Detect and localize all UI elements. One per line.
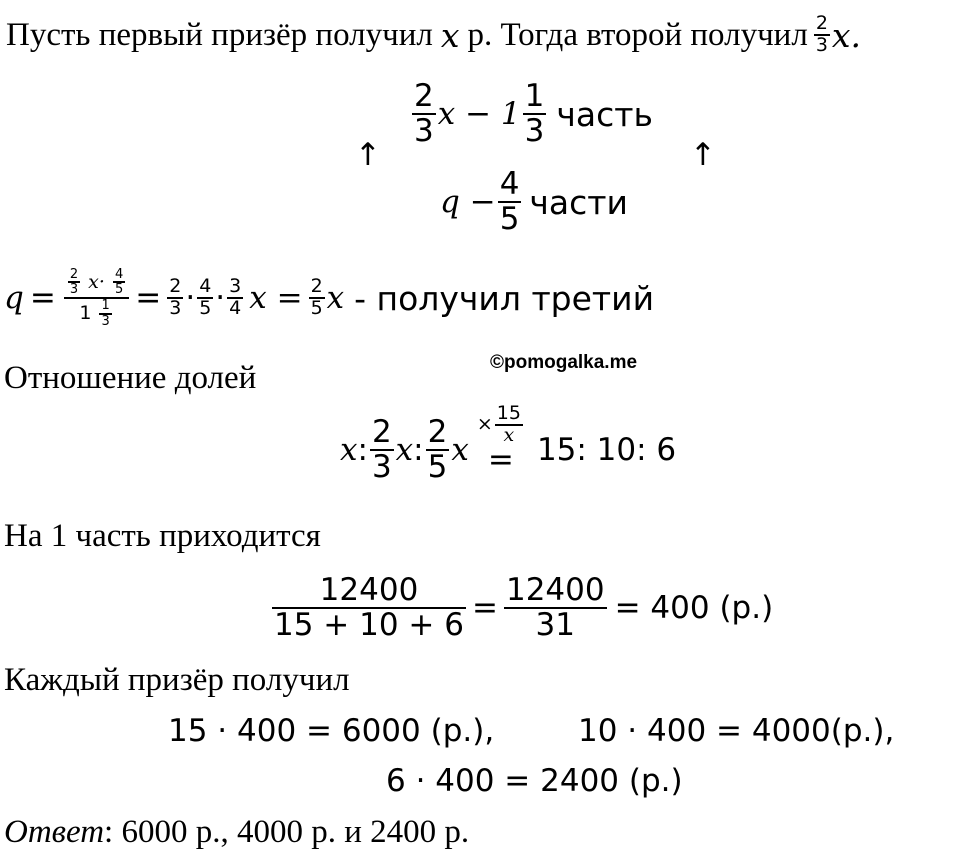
q-num-frac-b-num: 4 bbox=[114, 266, 124, 282]
q-f4-num: 2 bbox=[310, 275, 323, 298]
ratio-heading: Отношение долей bbox=[4, 360, 257, 396]
ratio-result: 15: 10: 6 bbox=[536, 431, 677, 468]
part-eq: = bbox=[471, 589, 498, 626]
scheme-top-frac-den: 3 bbox=[414, 113, 434, 149]
q-dot-1: · bbox=[185, 279, 196, 316]
intro-line bbox=[6, 10, 861, 60]
q-f1-den: 3 bbox=[169, 297, 182, 319]
q-big-fraction bbox=[64, 268, 129, 329]
q-big-denominator bbox=[77, 299, 115, 328]
q-eq-2: = bbox=[135, 279, 162, 316]
q-f4 bbox=[309, 277, 325, 319]
q-f1 bbox=[167, 277, 183, 319]
ratio-multiplier-num: 15 bbox=[496, 401, 521, 424]
q-den-frac-den: 3 bbox=[101, 313, 110, 329]
q-f3-den: 4 bbox=[229, 297, 242, 319]
q-num-x: x· bbox=[88, 270, 105, 293]
scheme-bot-frac-den: 5 bbox=[499, 201, 520, 237]
times-icon: × bbox=[476, 413, 493, 435]
answer-label: Ответ bbox=[4, 814, 105, 850]
q-var: q bbox=[4, 279, 24, 316]
intro-end: x. bbox=[831, 15, 862, 55]
intro-fraction-num: 2 bbox=[815, 12, 828, 35]
intro-fraction bbox=[814, 14, 830, 56]
ratio-colon-2: : bbox=[413, 431, 424, 468]
scheme-top-word: часть bbox=[556, 94, 653, 134]
ratio-multiplier bbox=[476, 401, 525, 446]
q-num-frac-b bbox=[113, 268, 125, 297]
ratio-x: x bbox=[340, 431, 358, 468]
each-result-a: 15 · 400 = 6000 (р.), bbox=[168, 713, 495, 749]
ratio-eq: = bbox=[487, 442, 514, 479]
part-frac-2 bbox=[504, 574, 607, 641]
part-frac-2-num: 12400 bbox=[505, 572, 605, 609]
q-f2-num: 4 bbox=[199, 275, 212, 298]
intro-text-b: р. Тогда второй получил bbox=[467, 16, 808, 53]
q-num-frac-a bbox=[68, 268, 80, 297]
q-den-frac-num: 1 bbox=[101, 298, 110, 313]
q-f2-den: 5 bbox=[199, 297, 212, 319]
q-eq: = bbox=[29, 279, 56, 316]
scheme-top-mid: x − 1 bbox=[437, 95, 521, 132]
scheme-top-mixed-num: 1 bbox=[524, 78, 545, 115]
ratio-frac-b bbox=[426, 416, 450, 483]
ratio-frac-a-den: 3 bbox=[371, 449, 392, 485]
each-result-b: 10 · 400 = 4000(р.), bbox=[578, 713, 895, 749]
ratio-frac-a-num: 2 bbox=[371, 414, 392, 451]
q-dot-2: · bbox=[215, 279, 226, 316]
q-big-numerator bbox=[64, 268, 129, 297]
up-arrow-icon: ↑ bbox=[355, 137, 381, 173]
watermark: ©pomogalka.me bbox=[490, 352, 638, 373]
scheme-bot-frac-num: 4 bbox=[499, 166, 520, 203]
part-heading: На 1 часть приходится bbox=[4, 518, 321, 554]
ratio-x-end: x bbox=[451, 431, 469, 468]
scheme-top-mixed-den: 3 bbox=[524, 113, 545, 149]
ratio-x-2: x bbox=[395, 431, 414, 468]
q-num-frac-a-den: 3 bbox=[69, 282, 79, 298]
ratio-formula bbox=[340, 401, 677, 495]
scheme-bottom bbox=[440, 162, 628, 242]
ratio-operator bbox=[476, 401, 525, 479]
q-den-frac bbox=[99, 299, 111, 328]
q-tail-x: x bbox=[326, 279, 345, 316]
scheme-bot-frac bbox=[498, 168, 522, 235]
each-result-c: 6 · 400 = 2400 (р.) bbox=[386, 763, 683, 799]
answer-text: : 6000 р., 4000 р. и 2400 р. bbox=[104, 814, 470, 850]
q-num-frac-a-num: 2 bbox=[69, 266, 79, 282]
ratio-colon-1: : bbox=[357, 431, 368, 468]
q-description: - получил третий bbox=[354, 278, 655, 318]
part-frac-1 bbox=[272, 574, 466, 641]
part-result: = 400 (р.) bbox=[614, 589, 774, 626]
ratio-frac-a bbox=[370, 416, 394, 483]
ratio-frac-b-num: 2 bbox=[427, 414, 448, 451]
ratio-multiplier-den: x bbox=[503, 423, 515, 446]
part-formula bbox=[270, 562, 773, 654]
scheme-bot-q: q − bbox=[440, 183, 496, 220]
part-frac-1-num: 12400 bbox=[319, 572, 419, 609]
scheme-top-mixed-frac bbox=[523, 80, 547, 147]
up-arrow-icon: ↑ bbox=[690, 137, 716, 173]
q-equation bbox=[4, 250, 654, 346]
q-f4-den: 5 bbox=[310, 297, 323, 319]
intro-fraction-den: 3 bbox=[815, 34, 828, 56]
scheme-top-frac-num: 2 bbox=[414, 78, 434, 115]
scheme-top-frac bbox=[412, 80, 436, 147]
each-heading: Каждый призёр получил bbox=[4, 662, 350, 698]
part-frac-2-den: 31 bbox=[535, 607, 575, 643]
q-f2 bbox=[197, 277, 213, 319]
intro-text-a: Пусть первый призёр получил bbox=[6, 16, 433, 53]
scheme-top bbox=[410, 74, 653, 154]
q-num-frac-b-den: 5 bbox=[114, 282, 124, 298]
q-den-whole: 1 bbox=[79, 302, 92, 325]
answer-line bbox=[4, 816, 469, 849]
part-frac-1-den: 15 + 10 + 6 bbox=[274, 607, 464, 643]
q-f3 bbox=[227, 277, 243, 319]
scheme-bot-word: части bbox=[529, 182, 628, 222]
ratio-multiplier-frac bbox=[495, 401, 523, 446]
q-f1-num: 2 bbox=[169, 275, 182, 298]
q-x-eq: x = bbox=[249, 279, 303, 316]
ratio-frac-b-den: 5 bbox=[427, 449, 448, 485]
q-f3-num: 3 bbox=[229, 275, 242, 298]
intro-var-x: x bbox=[440, 15, 460, 55]
